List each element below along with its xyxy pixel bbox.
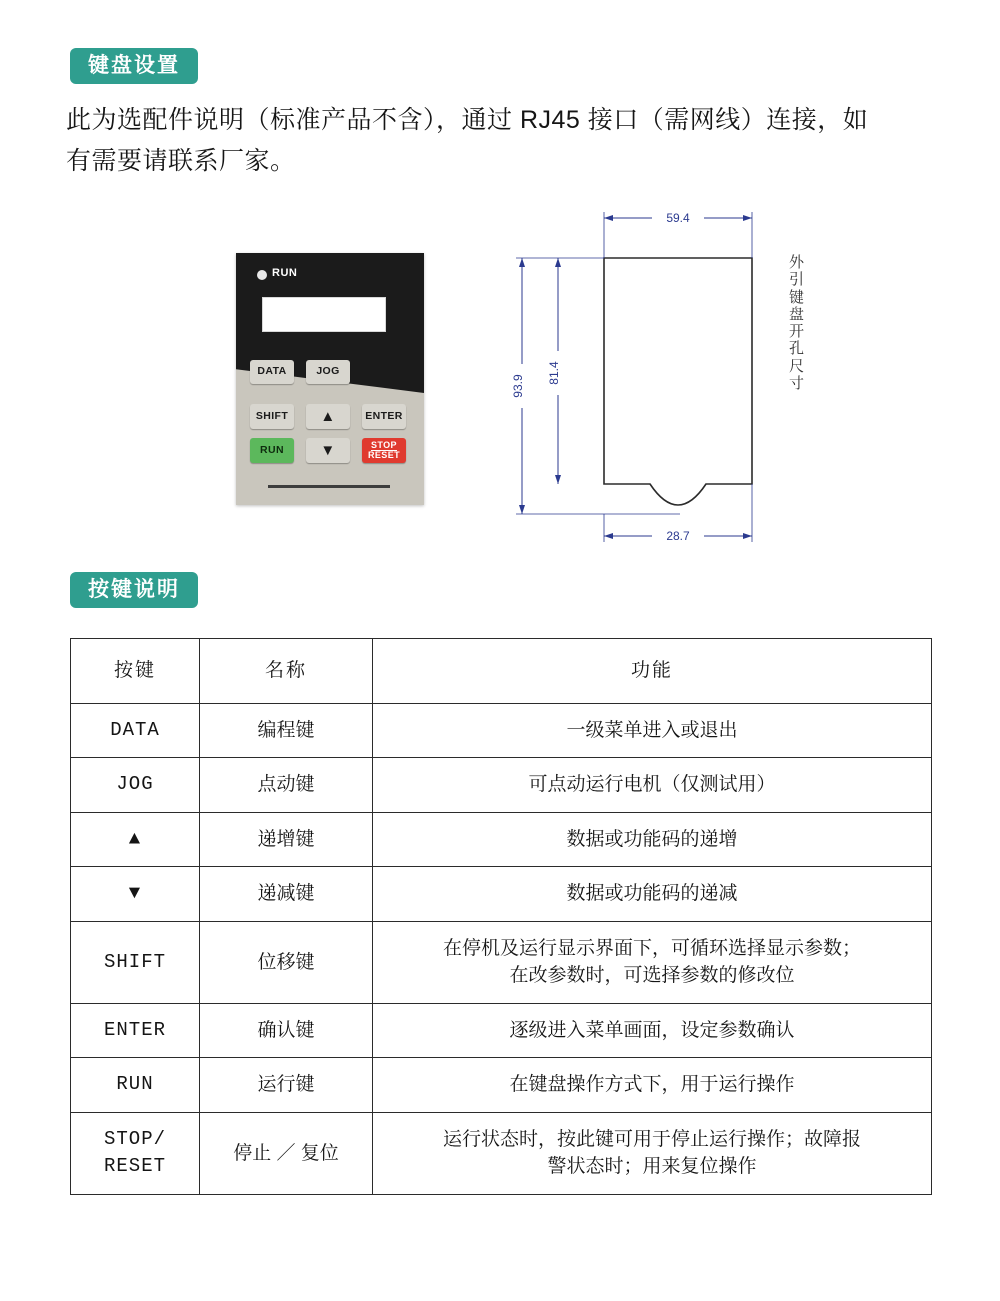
keypad-key-down-arrow[interactable]: ▼ <box>306 438 350 463</box>
row-name: 运行键 <box>200 1058 373 1113</box>
drawing-vertical-caption: 外引键盘开孔尺寸 <box>789 254 806 392</box>
row-key: ENTER <box>71 1003 200 1058</box>
table-row <box>71 1112 932 1194</box>
row-function-line: 运行状态时，按此键可用于停止运行操作；故障报 <box>442 1128 861 1150</box>
run-led-label: RUN <box>272 267 298 279</box>
intro-line-2: 有需要请联系厂家。 <box>66 146 296 175</box>
table-row <box>71 867 932 922</box>
row-name: 点动键 <box>200 758 373 813</box>
keypad-key-stop-line1: STOP <box>371 439 397 450</box>
table-header-name: 名称 <box>200 639 373 704</box>
keypad-key-jog[interactable]: JOG <box>306 360 350 384</box>
row-key: SHIFT <box>71 921 200 1003</box>
table-row <box>71 921 932 1003</box>
intro-line-1: 此为选配件说明（标准产品不含），通过 RJ45 接口（需网线）连接，如 <box>66 106 869 134</box>
intro-paragraph <box>66 100 946 181</box>
table-header-row <box>71 639 932 704</box>
key-description-table <box>70 638 932 1195</box>
row-name: 递减键 <box>200 867 373 922</box>
table-row <box>71 812 932 867</box>
table-header-function: 功能 <box>373 639 932 704</box>
keypad-bottom-strip <box>268 485 390 488</box>
keypad-key-run[interactable]: RUN <box>250 438 294 463</box>
dim-height-inner: 81.4 <box>547 361 561 385</box>
keypad-key-stop-reset[interactable] <box>362 438 406 463</box>
keypad-illustration <box>236 253 424 505</box>
table-row <box>71 703 932 758</box>
keypad-display-screen <box>262 297 386 332</box>
table-row <box>71 1058 932 1113</box>
row-key-line: STOP/ <box>103 1127 166 1150</box>
section-heading-keyboard-setting-label: 键盘设置 <box>70 48 198 84</box>
section-heading-keyboard-setting <box>70 48 198 84</box>
keypad-key-up-arrow[interactable]: ▲ <box>306 404 350 429</box>
row-function-line: 在改参数时，可选择参数的修改位 <box>509 965 795 987</box>
row-key <box>71 1112 200 1194</box>
cutout-dimension-drawing <box>500 196 860 556</box>
section-heading-key-description-label: 按键说明 <box>70 572 198 608</box>
row-key: ▼ <box>71 867 200 922</box>
row-key: RUN <box>71 1058 200 1113</box>
row-key-line: RESET <box>103 1155 166 1178</box>
row-function: 可点动运行电机（仅测试用） <box>373 758 932 813</box>
section-heading-key-description <box>70 572 198 608</box>
keypad-key-stop-line2: RESET <box>367 450 400 460</box>
table-row <box>71 758 932 813</box>
row-name: 递增键 <box>200 812 373 867</box>
row-key: DATA <box>71 703 200 758</box>
row-function-line: 警状态时；用来复位操作 <box>547 1156 757 1178</box>
row-name: 停止 ／ 复位 <box>200 1112 373 1194</box>
row-function <box>373 1112 932 1194</box>
row-function <box>373 921 932 1003</box>
table-row <box>71 1003 932 1058</box>
keypad-key-shift[interactable]: SHIFT <box>250 404 294 429</box>
dim-width-top: 59.4 <box>666 211 690 225</box>
row-function-line: 在停机及运行显示界面下，可循环选择显示参数； <box>442 937 861 959</box>
run-led-icon <box>257 270 267 280</box>
cutout-outline <box>604 258 752 505</box>
row-function: 一级菜单进入或退出 <box>373 703 932 758</box>
row-function: 数据或功能码的递减 <box>373 867 932 922</box>
row-key: JOG <box>71 758 200 813</box>
row-key: ▲ <box>71 812 200 867</box>
keypad-key-enter[interactable]: ENTER <box>362 404 406 429</box>
row-function: 在键盘操作方式下，用于运行操作 <box>373 1058 932 1113</box>
row-name: 位移键 <box>200 921 373 1003</box>
row-function: 数据或功能码的递增 <box>373 812 932 867</box>
dim-width-bottom: 28.7 <box>666 529 690 543</box>
table-header-key: 按键 <box>71 639 200 704</box>
row-name: 确认键 <box>200 1003 373 1058</box>
dim-height-outer: 93.9 <box>511 374 525 398</box>
row-name: 编程键 <box>200 703 373 758</box>
keypad-key-data[interactable]: DATA <box>250 360 294 384</box>
row-function: 逐级进入菜单画面，设定参数确认 <box>373 1003 932 1058</box>
